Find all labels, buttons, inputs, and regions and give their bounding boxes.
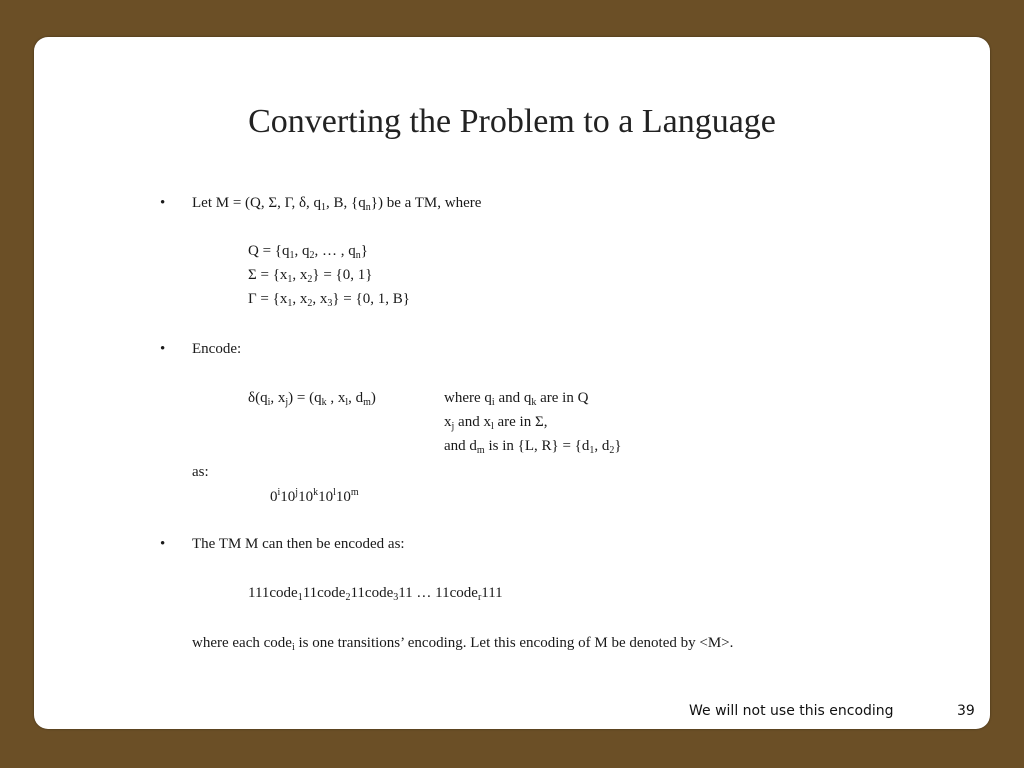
page-number: 39	[957, 703, 975, 719]
as-label: as:	[192, 464, 209, 480]
where-symbols: $x_j$ and $x_l$ are in Σ,	[444, 414, 548, 432]
encoding-description: where each code$_i$ is one transitions’ encoding. Let this encoding of M be denoted by <M>.	[192, 635, 734, 653]
sigma-definition: $\Sigma = \{x_1$, $x_2\} = \{0$, 1}	[248, 267, 373, 285]
transition-encoding: 0$^i$10$^j$10$^k$10$^l$10$^m$	[270, 487, 359, 505]
gamma-definition: $\Gamma = \{x_1$, $x_2$, $x_3\} = \{0$, 1, B}	[248, 291, 410, 309]
slide	[34, 37, 990, 729]
delta-transition: $\delta(q_i$, $x_j) = (q_k$ , $x_l$, $d_m$)	[248, 390, 376, 408]
where-directions: and $d_m$ is in {L, $R\} = \{d_1$, $d_2$}	[444, 438, 622, 456]
q-definition: $Q = \{q_1$, $q_2$, … , $q_n$}	[248, 243, 368, 261]
tm-definition-line: Let M = (Q, Σ, Γ, δ, $q_1$, B, $\{q_n\}$) be a TM, where	[192, 195, 482, 213]
bullet-marker: •	[160, 341, 166, 357]
encode-label: Encode:	[192, 341, 242, 357]
where-states: where $q_i$ and $q_k$ are in Q	[444, 390, 589, 408]
tm-encoded-label: The TM M can then be encoded as:	[192, 536, 405, 552]
bullet-marker: •	[160, 536, 166, 552]
slide-title: Converting the Problem to a Language	[248, 103, 776, 140]
footer-note: We will not use this encoding	[689, 703, 894, 719]
code-sequence: 111code$_1$11code$_2$11code$_3$11 … 11code$_r$111	[248, 585, 503, 603]
bullet-marker: •	[160, 195, 166, 211]
